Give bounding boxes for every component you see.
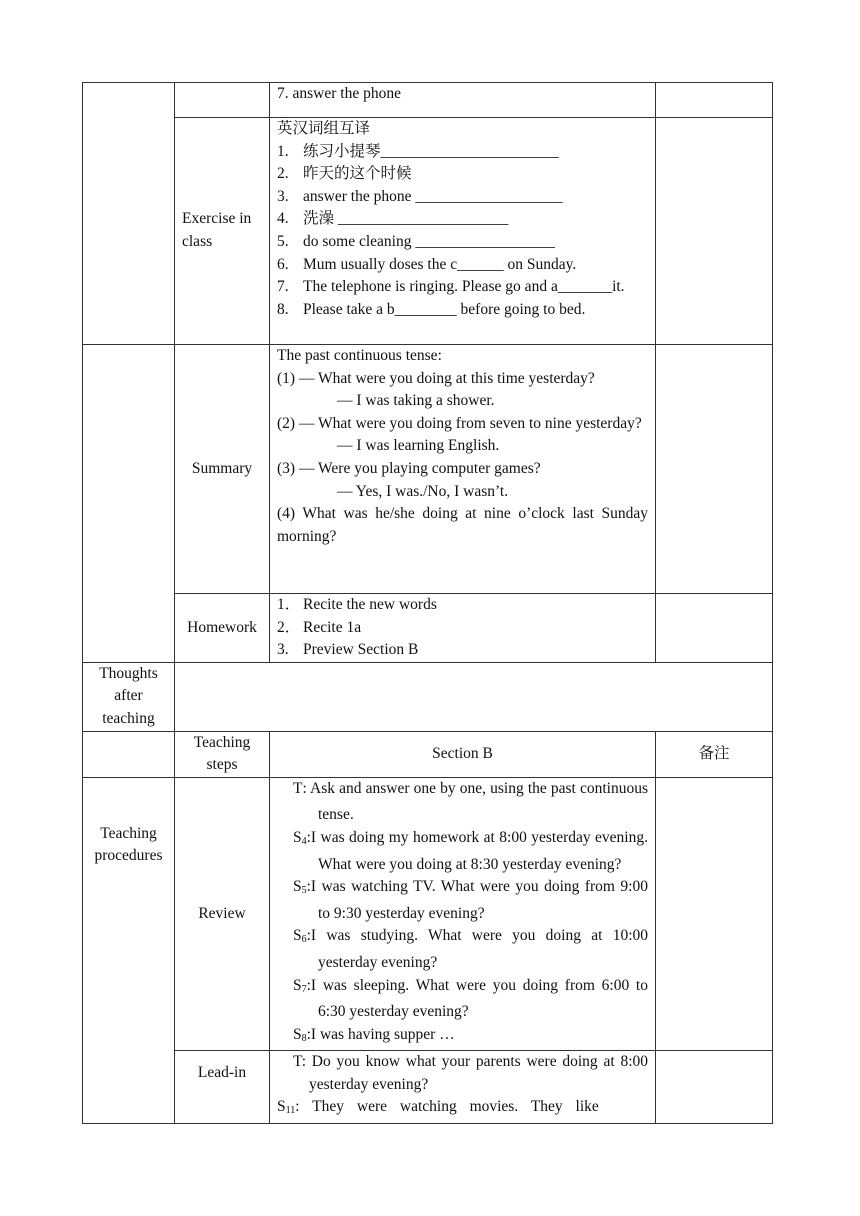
row-section-header	[83, 731, 773, 777]
review-line: $S_5:I$ was watching TV. What were you doing from 9:00 to 9:30 yesterday evening?	[293, 878, 648, 922]
empty-cell	[83, 345, 175, 663]
review-line: $S_6:I$ was studying. What were you doing at 10:00 yesterday evening?	[293, 927, 648, 971]
list-item: 2. 昨天的这个时候	[277, 165, 412, 183]
list-item: 8. Please take a b________ before going to bed.	[277, 300, 586, 318]
review-line: T: Ask and answer one by one, using the past continuous tense.	[293, 779, 648, 824]
notes-cell	[656, 83, 773, 118]
review-line: $S_7:I$ was sleeping. What were you doing from 6:00 to 6:30 yesterday evening?	[293, 976, 648, 1021]
list-item: 2． Recite 1a	[277, 618, 362, 636]
summary-content	[270, 345, 656, 594]
summary-q2: (2) — What were you doing from seven to nine yesterday?	[277, 414, 642, 432]
notes-cell	[656, 118, 773, 345]
answer-phone-text: 7. answer the phone	[270, 83, 656, 118]
summary-a3: — Yes, I was./No, I wasn’t.	[337, 482, 509, 500]
leadin-student-line: $S_{11}$: They were watching movies. They like	[277, 1098, 599, 1117]
review-label: Review	[175, 777, 270, 1051]
list-item: 3. answer the phone ___________________	[277, 187, 563, 205]
exercise-heading: 英汉词组互译	[277, 120, 371, 137]
leadin-teacher-line: T: Do you know what your parents were doing at 8:00 yesterday evening?	[293, 1053, 648, 1093]
thoughts-label: Thoughts after teaching	[83, 662, 175, 731]
exercise-content	[270, 118, 656, 345]
review-line: $S_8:I$ was having supper …	[293, 1025, 455, 1044]
leadin-label: Lead-in	[175, 1051, 270, 1124]
exercise-label: Exercise in class	[175, 118, 270, 345]
list-item: 5. do some cleaning __________________	[277, 232, 555, 250]
list-item: 4. 洗澡 ______________________	[277, 210, 509, 228]
leadin-content	[270, 1051, 656, 1124]
empty-cell	[83, 83, 175, 345]
homework-label: Homework	[175, 594, 270, 663]
notes-header: 备注	[656, 731, 773, 777]
section-b-header: Section B	[270, 731, 656, 777]
row-summary	[83, 345, 773, 594]
list-item: 1. 练习小提琴_______________________	[277, 142, 559, 160]
summary-heading: The past continuous tense:	[277, 347, 442, 364]
row-review	[83, 777, 773, 1051]
review-line: $S_4:I$ was doing my homework at 8:00 yesterday evening. What were you doing at 8:30 yesterday evening?	[293, 828, 648, 873]
row-homework	[83, 594, 773, 663]
summary-q4: (4) What was he/she doing at nine o’clock last Sunday morning?	[277, 505, 648, 545]
list-item: 6. Mum usually doses the c______ on Sunday.	[277, 255, 577, 273]
summary-a1: — I was taking a shower.	[337, 392, 495, 410]
lesson-plan-table	[82, 82, 773, 1124]
list-item: 1． Recite the new words	[277, 596, 437, 613]
exercise-list	[277, 141, 648, 322]
review-content	[270, 777, 656, 1051]
teaching-steps-header: Teaching steps	[175, 731, 270, 777]
list-item: 7. The telephone is ringing. Please go and a_______it.	[277, 278, 625, 296]
list-item: 3. Preview Section B	[277, 641, 419, 659]
empty-cell	[175, 83, 270, 118]
summary-q3: (3) — Were you playing computer games?	[277, 459, 541, 477]
teaching-procedures-label: Teaching procedures	[83, 777, 175, 1123]
empty-cell	[83, 731, 175, 777]
row-thoughts	[83, 662, 773, 731]
thoughts-content	[175, 662, 773, 731]
row-leadin	[83, 1051, 773, 1124]
summary-a2: — I was learning English.	[337, 437, 500, 455]
notes-cell	[656, 594, 773, 663]
summary-q1: (1) — What were you doing at this time yesterday?	[277, 369, 595, 387]
notes-cell	[656, 1051, 773, 1124]
notes-cell	[656, 777, 773, 1051]
homework-content	[270, 594, 656, 663]
summary-label: Summary	[175, 345, 270, 594]
row-exercise	[83, 118, 773, 345]
notes-cell	[656, 345, 773, 594]
homework-list	[277, 594, 648, 662]
row-answer-phone	[83, 83, 773, 118]
